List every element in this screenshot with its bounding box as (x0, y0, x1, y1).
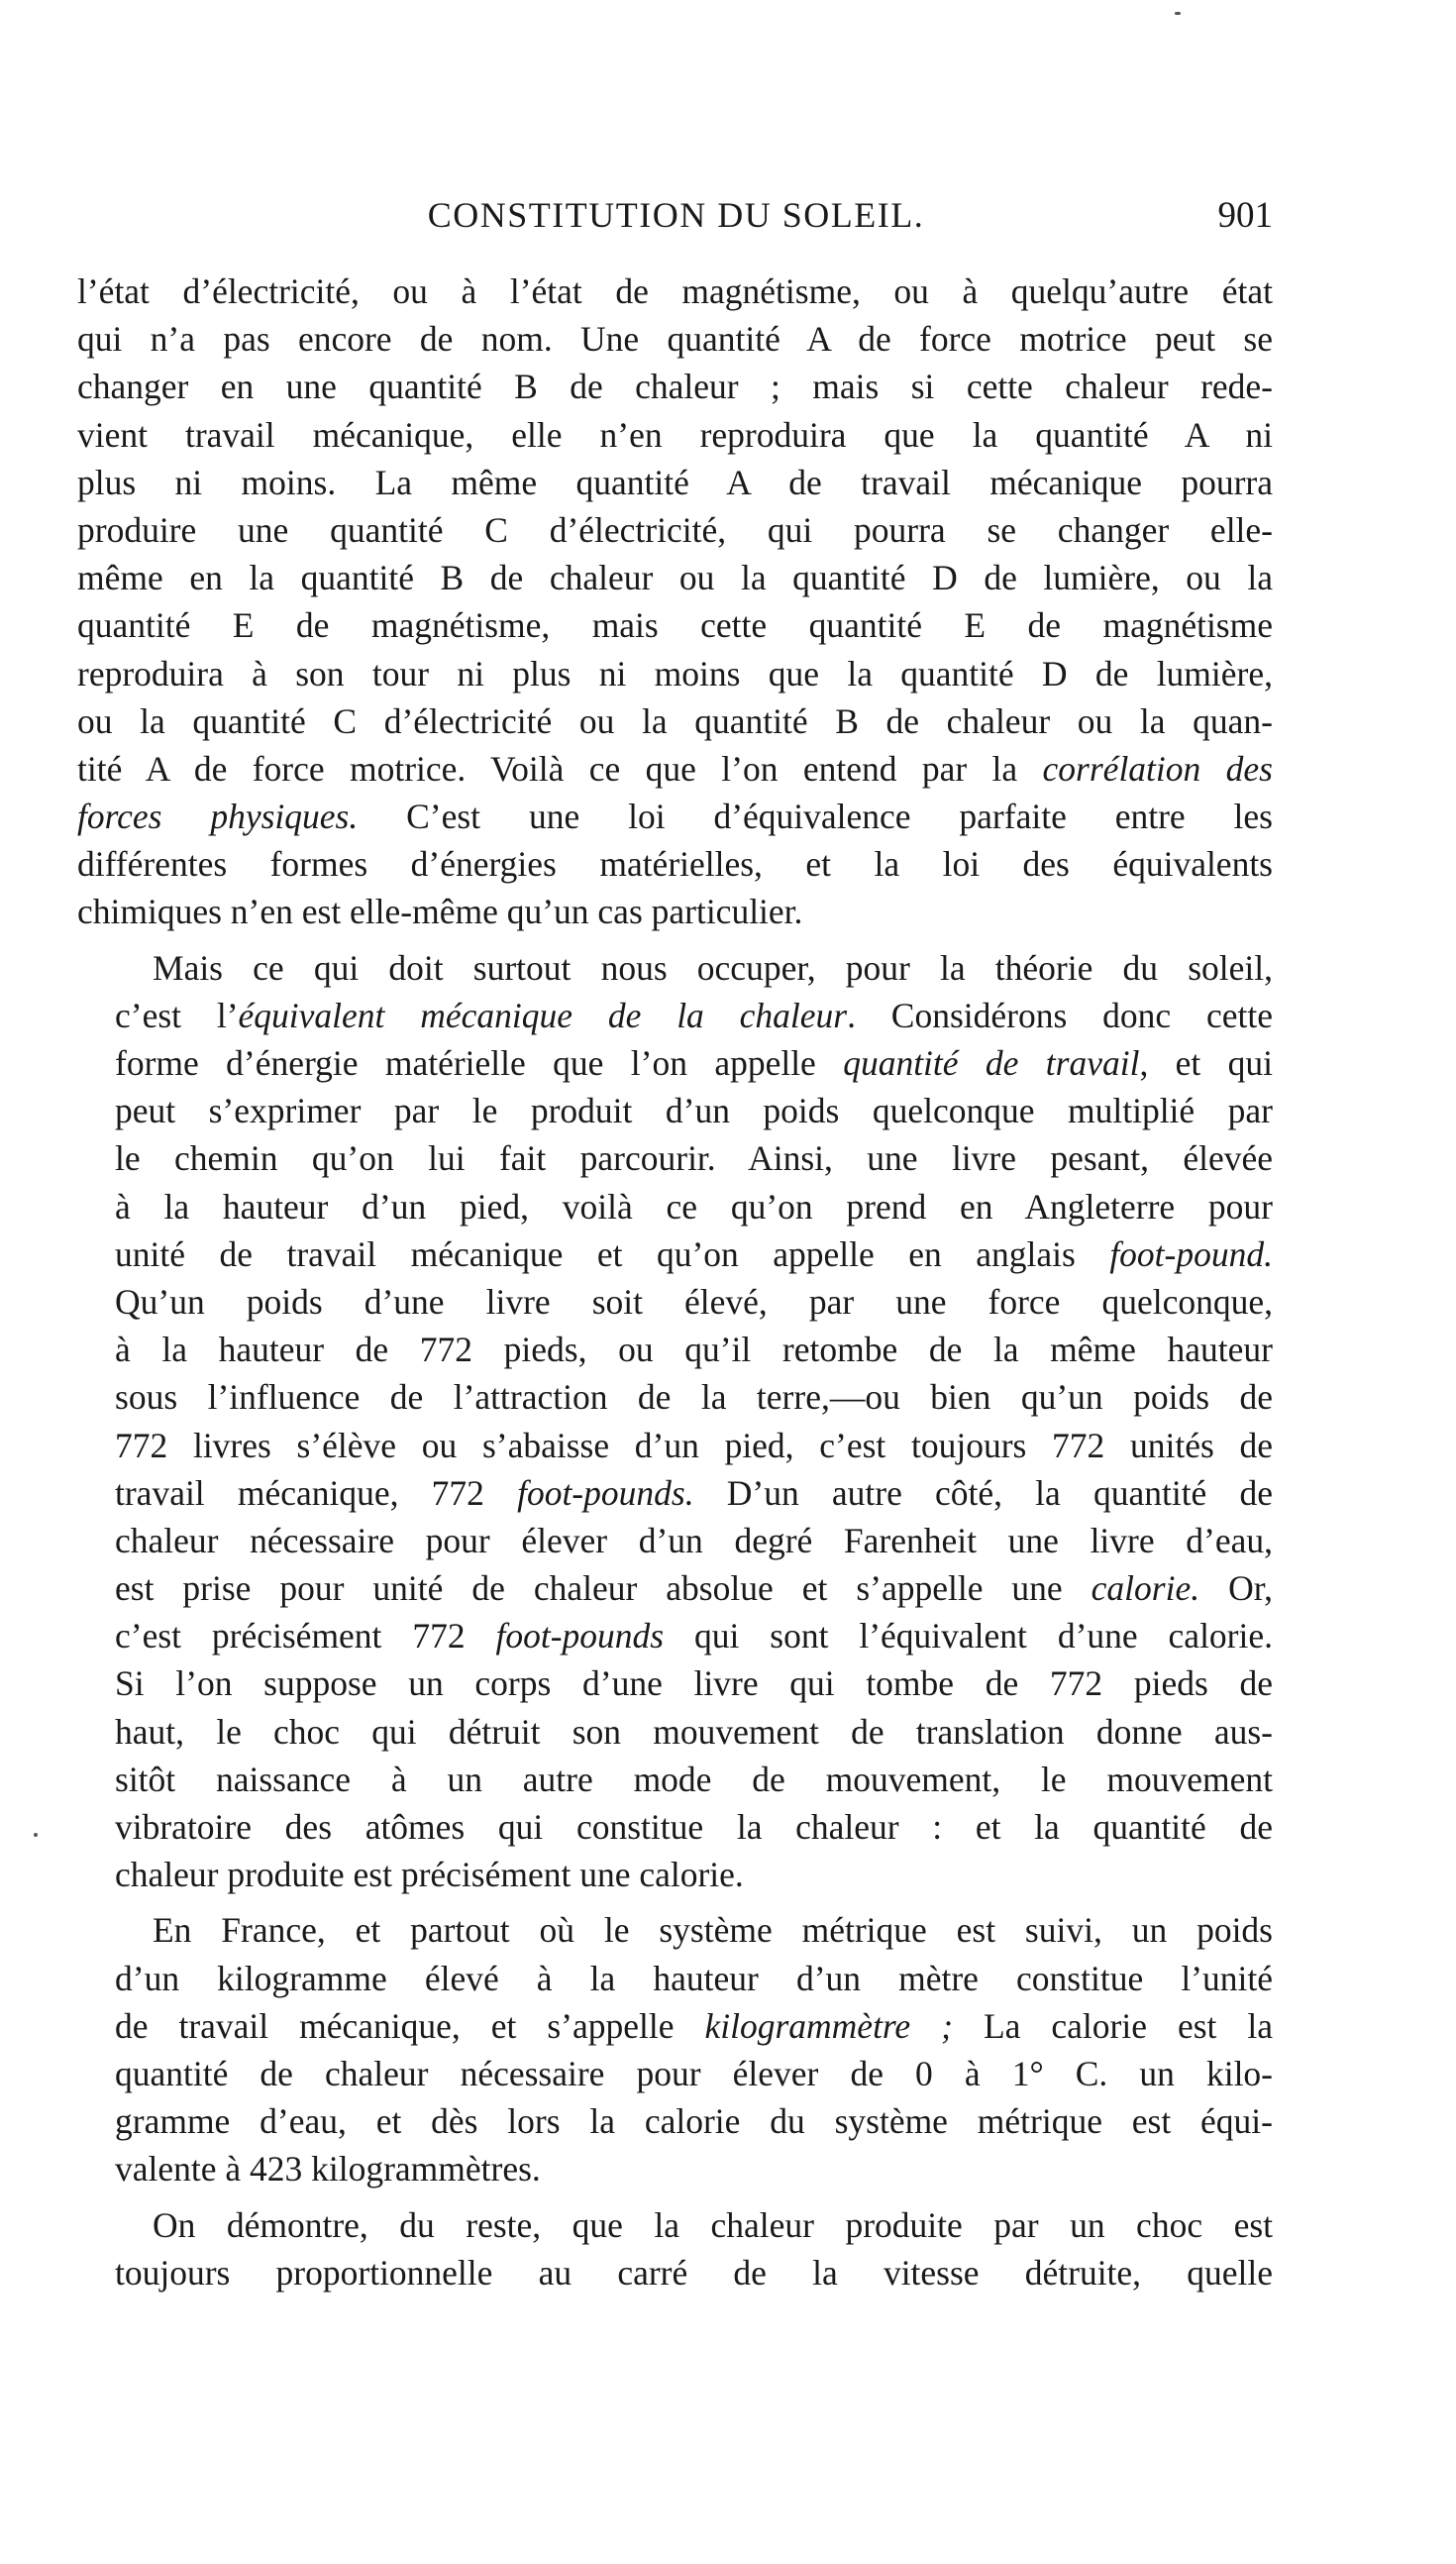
text-run: En France, et partout où le système métrique est suivi, un poids (153, 1910, 1273, 1951)
text-run: plus ni moins. La même quantité A de travail mécanique pourra (77, 462, 1273, 502)
italic-text: quantité de travail (843, 1043, 1140, 1083)
text-run: haut, le choc qui détruit son mouvement de translation donne aus- (115, 1711, 1273, 1752)
text-line (77, 1326, 1273, 1373)
text-line (77, 944, 1273, 992)
text-run: l’état d’électricité, ou à l’état de magnétisme, ou à quelqu’autre état (77, 271, 1273, 311)
text-line (77, 992, 1273, 1039)
text-line (77, 1906, 1273, 1954)
text-run: est prise pour unité de chaleur absolue et s’appelle une (115, 1568, 1092, 1609)
text-line (77, 2050, 1273, 2097)
text-line (77, 2097, 1273, 2145)
text-run: qui sont l’équivalent d’une calorie. (664, 1616, 1273, 1656)
text-run: , et qui (1139, 1043, 1274, 1083)
text-line (77, 554, 1273, 601)
italic-text: corrélation des (1042, 748, 1273, 789)
italic-text: forces physiques. (77, 797, 359, 837)
running-head (79, 194, 1273, 242)
text-run: forme d’énergie matérielle que l’on appelle (115, 1043, 844, 1083)
text-line (77, 1230, 1273, 1278)
text-run: La calorie est la (953, 2005, 1273, 2046)
text-line (77, 1803, 1273, 1851)
text-run: chimiques n’en est elle-même qu’un cas particulier. (77, 892, 803, 932)
text-line (77, 601, 1273, 649)
text-run: chaleur produite est précisément une calorie. (115, 1855, 744, 1895)
text-line (77, 1373, 1273, 1421)
text-line (77, 1517, 1273, 1564)
page-number: 901 (1217, 195, 1273, 236)
text-run: sitôt naissance à un autre mode de mouvement, le mouvement (115, 1759, 1273, 1799)
text-line (77, 793, 1273, 840)
text-run: travail mécanique, 772 (115, 1472, 518, 1513)
paragraph (77, 1906, 1273, 2192)
text-run: sous l’influence de l’attraction de la terre,—ou bien qu’un poids de (115, 1377, 1273, 1418)
text-line (77, 1278, 1273, 1326)
text-run: . Considérons donc cette (847, 995, 1273, 1035)
text-run: Qu’un poids d’une livre soit élevé, par une force quelconque, (115, 1281, 1273, 1322)
text-run: produire une quantité C d’électricité, qui pourra se changer elle- (77, 509, 1273, 550)
text-run: le chemin qu’on lui fait parcourir. Ainsi, une livre pesant, élevée (115, 1138, 1273, 1179)
paragraph (77, 944, 1273, 1899)
text-run: tité A de force motrice. Voilà ce que l’on entend par la (77, 748, 1043, 789)
text-run: c’est l’ (115, 995, 239, 1035)
text-line (77, 2145, 1273, 2192)
text-line (77, 1756, 1273, 1803)
text-run: chaleur nécessaire pour élever d’un degré Farenheit une livre d’eau, (115, 1520, 1273, 1560)
text-line (77, 2201, 1273, 2249)
text-line (77, 363, 1273, 410)
paragraph (77, 2201, 1273, 2297)
scan-speck (34, 1833, 38, 1837)
italic-text: foot-pounds (495, 1616, 665, 1656)
text-line (77, 1134, 1273, 1182)
text-run: 772 livres s’élève ou s’abaisse d’un pied, c’est toujours 772 unités de (115, 1425, 1273, 1465)
text-line (77, 840, 1273, 888)
text-line (77, 411, 1273, 459)
text-run: d’un kilogramme élevé à la hauteur d’un mètre constitue l’unité (115, 1958, 1273, 1998)
body-text (77, 267, 1273, 2304)
text-line (77, 1564, 1273, 1612)
text-line (77, 459, 1273, 506)
text-run: unité de travail mécanique et qu’on appelle en anglais (115, 1233, 1110, 1274)
text-line (77, 1708, 1273, 1756)
text-line (77, 1851, 1273, 1898)
italic-text: foot-pound. (1109, 1233, 1273, 1274)
text-run: quantité de chaleur nécessaire pour élever de 0 à 1° C. un kilo- (115, 2053, 1273, 2093)
text-run: à la hauteur d’un pied, voilà ce qu’on prend en Angleterre pour (115, 1186, 1273, 1227)
text-line (77, 506, 1273, 554)
text-run: vient travail mécanique, elle n’en reproduira que la quantité A ni (77, 414, 1273, 455)
text-run: gramme d’eau, et dès lors la calorie du système métrique est équi- (115, 2101, 1273, 2142)
scan-speck (1175, 12, 1181, 15)
text-run: peut s’exprimer par le produit d’un poids quelconque multiplié par (115, 1091, 1273, 1131)
text-run: On démontre, du reste, que la chaleur produite par un choc est (153, 2204, 1273, 2245)
text-line (77, 697, 1273, 745)
text-line (77, 1612, 1273, 1659)
text-line (77, 315, 1273, 363)
text-line (77, 2002, 1273, 2050)
text-run: c’est précisément 772 (115, 1616, 496, 1656)
running-title: CONSTITUTION DU SOLEIL. (427, 195, 925, 235)
text-line (77, 1659, 1273, 1707)
italic-text: calorie. (1091, 1568, 1200, 1609)
text-run: de travail mécanique, et s’appelle (115, 2005, 705, 2046)
text-line (77, 1955, 1273, 2002)
text-line (77, 1183, 1273, 1230)
text-line (77, 745, 1273, 793)
text-run: reproduira à son tour ni plus ni moins que la quantité D de lumière, (77, 653, 1273, 694)
text-run: différentes formes d’énergies matérielles, et la loi des équivalents (77, 844, 1273, 885)
text-run: D’un autre côté, la quantité de (693, 1472, 1273, 1513)
text-line (77, 267, 1273, 315)
text-run: toujours proportionnelle au carré de la vitesse détruite, quelle (115, 2252, 1273, 2293)
italic-text: équivalent mécanique de la chaleur (238, 995, 848, 1035)
text-run: même en la quantité B de chaleur ou la quantité D de lumière, ou la (77, 558, 1273, 598)
text-line (77, 1087, 1273, 1134)
text-run: vibratoire des atômes qui constitue la chaleur : et la quantité de (115, 1807, 1273, 1847)
italic-text: kilogrammètre ; (704, 2005, 953, 2046)
text-line (77, 888, 1273, 935)
text-run: qui n’a pas encore de nom. Une quantité A de force motrice peut se (77, 319, 1273, 360)
text-line (77, 650, 1273, 697)
text-run: quantité E de magnétisme, mais cette quantité E de magnétisme (77, 605, 1273, 646)
text-run: Mais ce qui doit surtout nous occuper, pour la théorie du soleil, (153, 947, 1273, 988)
text-run: valente à 423 kilogrammètres. (115, 2149, 541, 2190)
text-run: C’est une loi d’équivalence parfaite entre les (358, 797, 1273, 837)
text-run: changer en une quantité B de chaleur ; mais si cette chaleur rede- (77, 367, 1273, 407)
text-line (77, 2249, 1273, 2297)
text-line (77, 1039, 1273, 1087)
italic-text: foot-pounds. (517, 1472, 694, 1513)
text-run: à la hauteur de 772 pieds, ou qu’il retombe de la même hauteur (115, 1330, 1273, 1370)
text-run: ou la quantité C d’électricité ou la quantité B de chaleur ou la quan- (77, 700, 1273, 741)
paragraph (77, 267, 1273, 936)
text-run: Or, (1199, 1568, 1273, 1609)
text-line (77, 1469, 1273, 1517)
text-run: Si l’on suppose un corps d’une livre qui tombe de 772 pieds de (115, 1663, 1273, 1704)
text-line (77, 1422, 1273, 1469)
